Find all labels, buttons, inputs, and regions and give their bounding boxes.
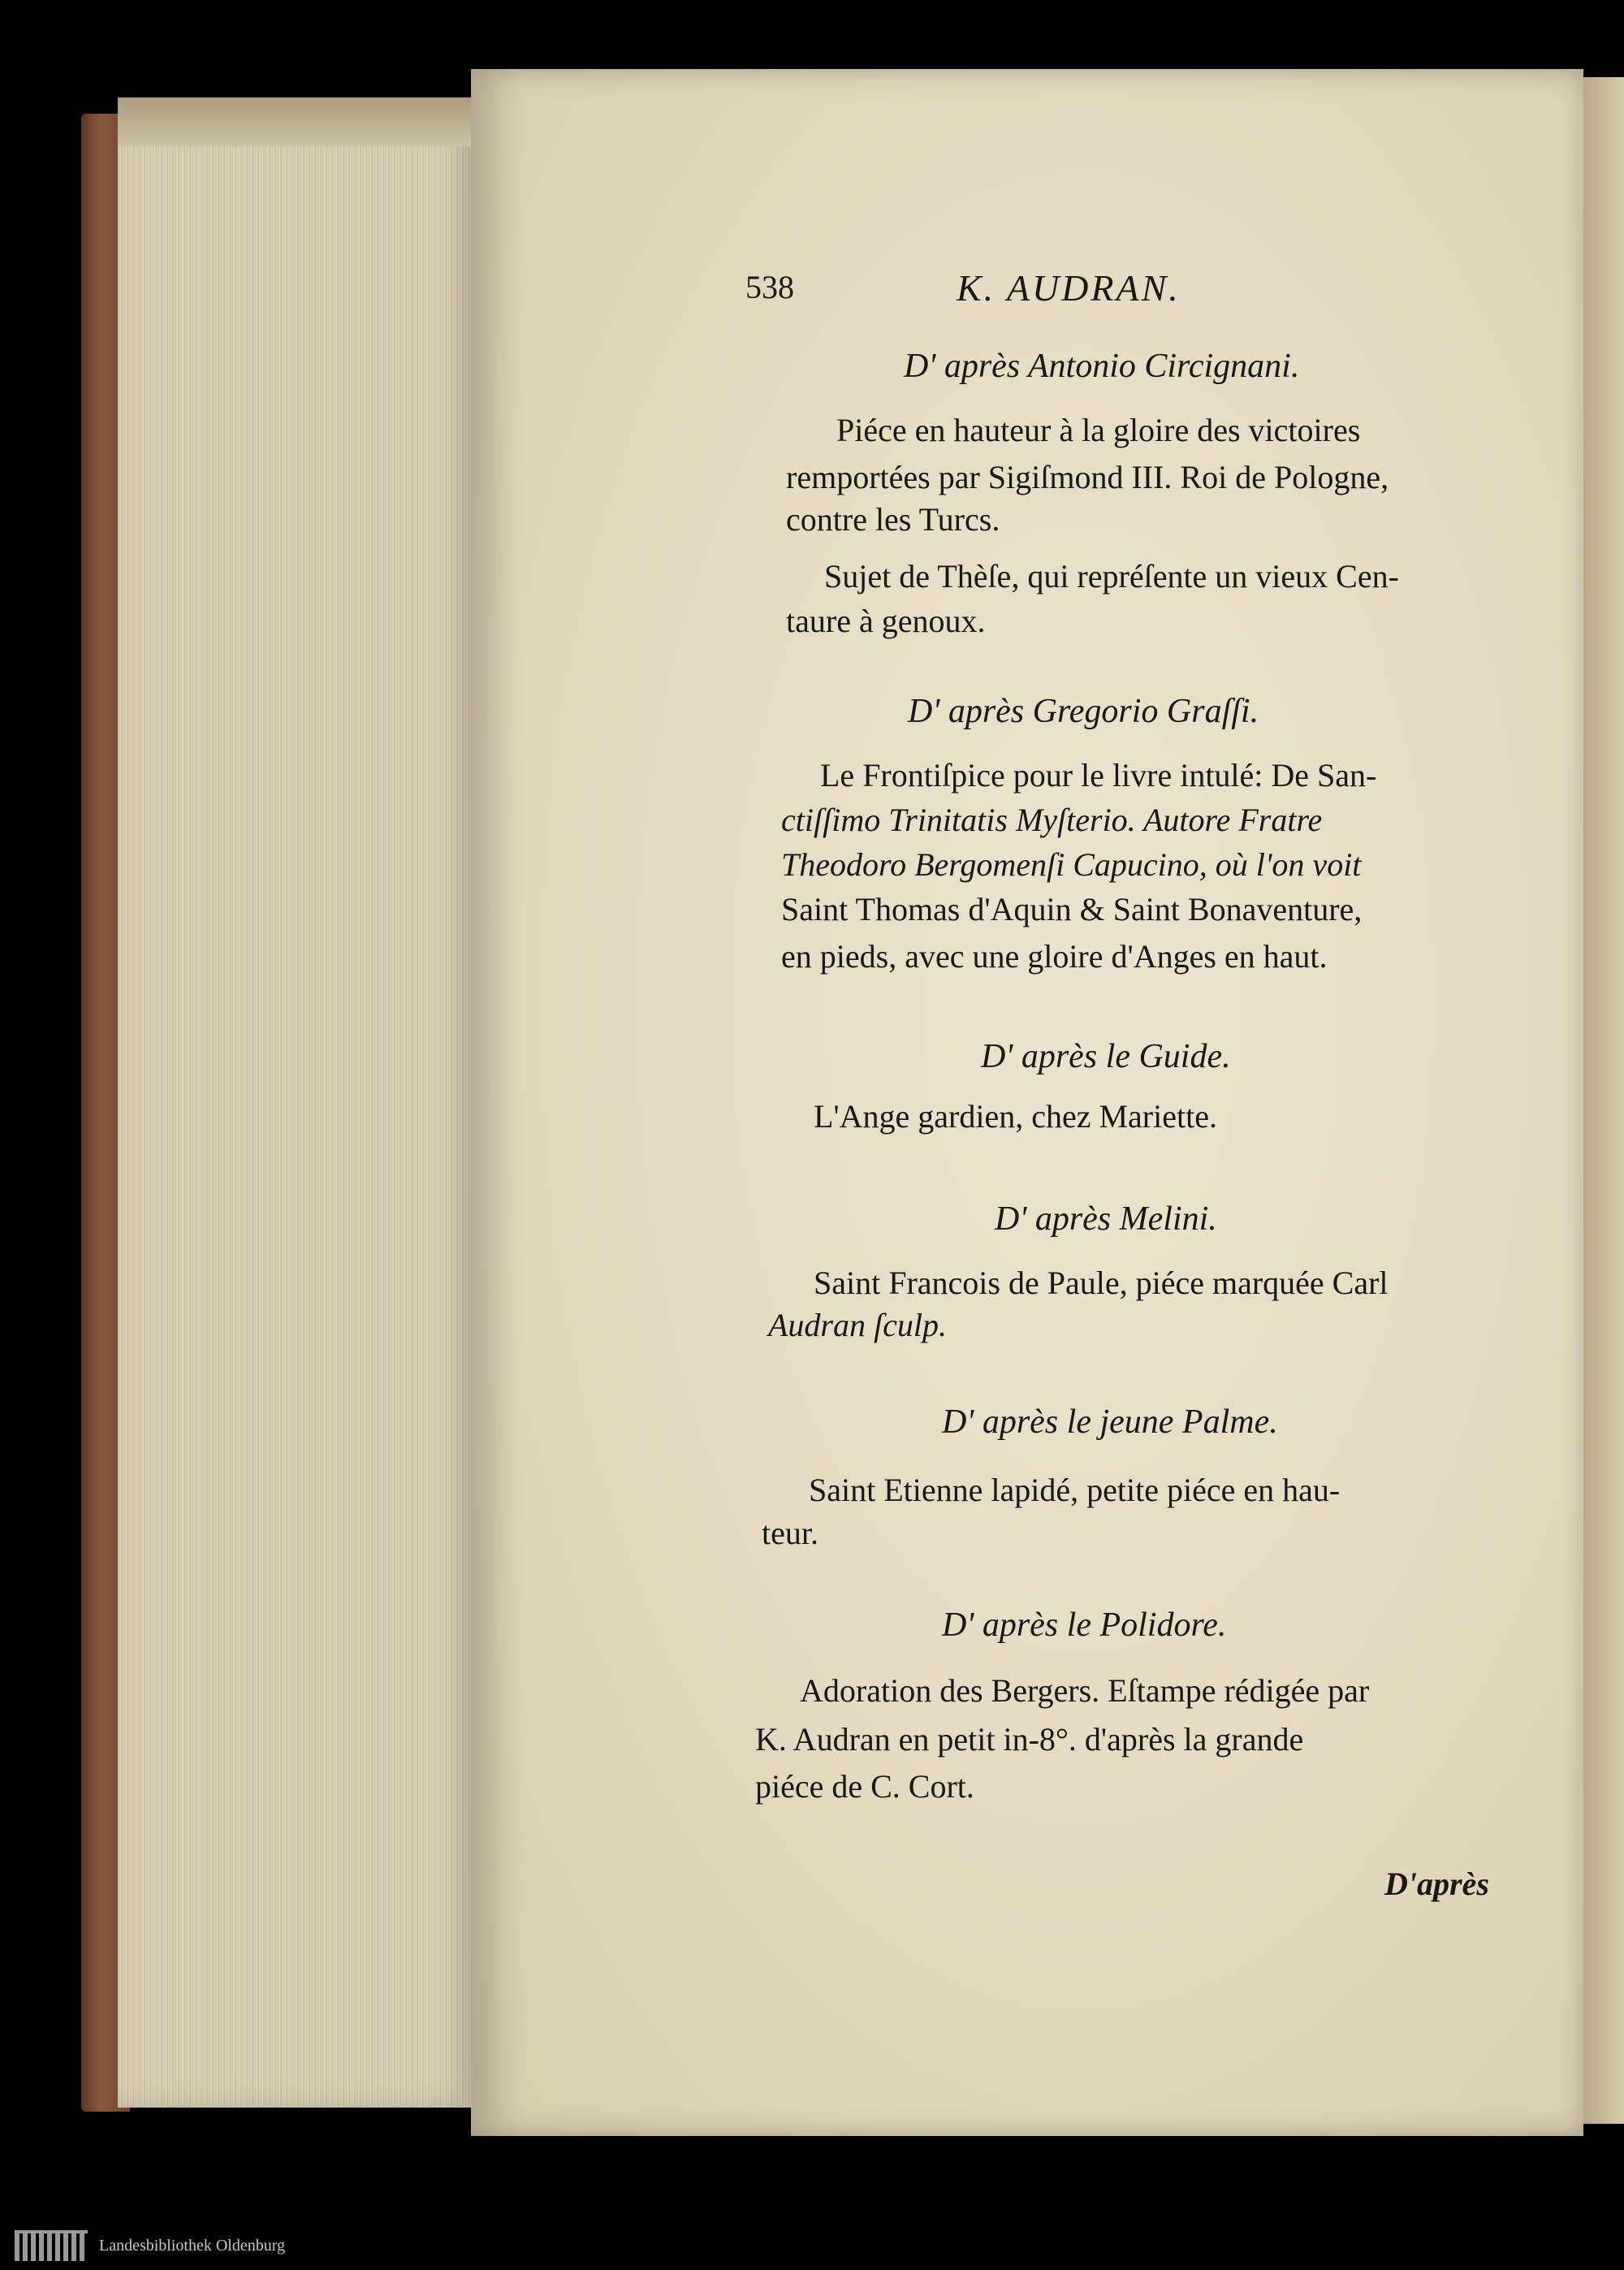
text-line: K. Audran en petit in-8°. d'après la grande (755, 1721, 1304, 1758)
text-line: teur. (762, 1515, 818, 1551)
text-line: contre les Turcs. (786, 501, 1000, 538)
section-heading: D' après le Guide. (981, 1038, 1231, 1075)
text-line: L'Ange gardien, chez Mariette. (814, 1098, 1217, 1135)
text-line: ctiſſimo Trinitatis Myſterio. Autore Fratre (781, 802, 1323, 838)
text-line: Piéce en hauteur à la gloire des victoires (836, 412, 1361, 448)
text-line: piéce de C. Cort. (755, 1768, 974, 1805)
catchword: D'après (1384, 1866, 1489, 1902)
text-line: Theodoro Bergomenſi Capucino, où l'on voit (781, 846, 1362, 883)
section-heading: D' après Gregorio Graſſi. (908, 693, 1259, 730)
text-line: en pieds, avec une gloire d'Anges en haut. (781, 938, 1328, 975)
text-line: Le Frontiſpice pour le livre intulé: De San- (820, 757, 1377, 793)
section-heading: D' après le jeune Palme. (942, 1403, 1278, 1441)
running-title: K. AUDRAN. (957, 267, 1181, 309)
library-building-icon (15, 2230, 88, 2261)
text-line: taure à genoux. (786, 603, 986, 639)
text-line: Adoration des Bergers. Eſtampe rédigée par (800, 1672, 1370, 1709)
text-line: Audran ſculp. (768, 1307, 947, 1343)
text-line: Saint Francois de Paule, piéce marquée Carl (814, 1265, 1389, 1301)
library-logo (15, 2232, 285, 2259)
text-line: Sujet de Thèſe, qui repréſente un vieux Cen- (824, 558, 1399, 595)
section-heading: D' après le Polidore. (942, 1606, 1227, 1644)
section-heading: D' après Melini. (995, 1200, 1217, 1238)
text-line: Saint Etienne lapidé, petite piéce en hau- (809, 1472, 1341, 1508)
text-line: remportées par Sigiſmond III. Roi de Pologne, (786, 459, 1389, 495)
library-name: Landesbibliothek Oldenburg (99, 2236, 286, 2255)
page-number: 538 (745, 269, 794, 305)
text-line: Saint Thomas d'Aquin & Saint Bonaventure, (781, 891, 1363, 927)
section-heading: D' après Antonio Circignani. (904, 348, 1300, 385)
